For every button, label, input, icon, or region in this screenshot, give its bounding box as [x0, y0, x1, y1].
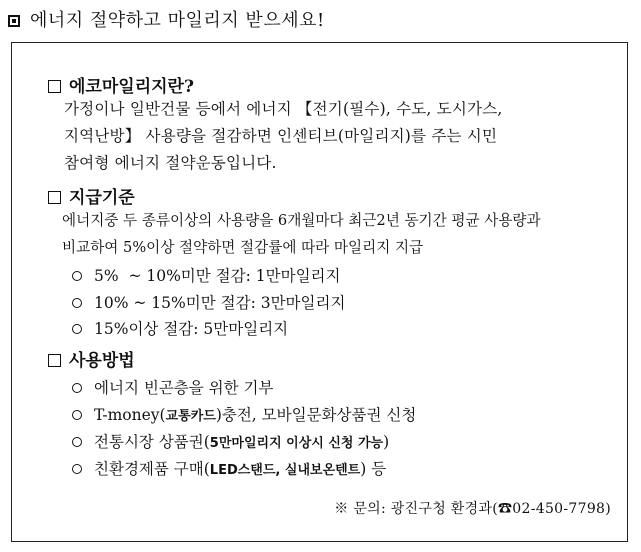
circle-bullet-icon [72, 324, 82, 334]
usage-item-text: )충전, 모바일문화상품권 신청 [215, 406, 417, 424]
usage-item-bold-text: 5만마일리지 이상시 신청 가능 [209, 436, 384, 451]
usage-item-donation [72, 376, 274, 398]
criteria-description [62, 207, 541, 261]
empty-checkbox-icon [48, 191, 61, 204]
section-heading-eco [48, 72, 194, 97]
section-heading-criteria [48, 183, 135, 208]
usage-item-text: 친환경제품 구매( [94, 460, 210, 478]
criteria-item-text: 10% ~ 15%미만 절감: 3만마일리지 [94, 294, 346, 312]
section-heading-criteria-text: 지급기준 [69, 188, 135, 208]
usage-item-market-voucher [72, 430, 389, 452]
eco-description [64, 96, 503, 177]
circle-bullet-icon [72, 410, 82, 420]
usage-item-eco-products [72, 457, 386, 479]
eco-line-2: 지역난방】 사용량을 절감하면 인센티브(마일리지)를 주는 시민 [64, 127, 498, 145]
filled-square-icon [8, 15, 20, 27]
usage-item-text: 에너지 빈곤층을 위한 기부 [94, 379, 274, 397]
notice-title [8, 6, 325, 32]
usage-item-text: ) [383, 433, 390, 451]
circle-bullet-icon [72, 464, 82, 474]
circle-bullet-icon [72, 437, 82, 447]
criteria-item-text: 15%이상 절감: 5만마일리지 [94, 320, 289, 338]
contact-info: ※ 문의: 광진구청 환경과(☎02-450-7798) [334, 501, 611, 517]
title-text: 에너지 절약하고 마일리지 받으세요! [30, 10, 325, 31]
usage-item-text: T-money( [94, 406, 166, 424]
section-heading-eco-text: 에코마일리지란? [69, 77, 194, 97]
empty-checkbox-icon [48, 354, 61, 367]
circle-bullet-icon [72, 383, 82, 393]
criteria-line-1: 에너지중 두 종류이상의 사용량을 6개월마다 최근2년 동기간 평균 사용량과 [62, 212, 541, 229]
criteria-item [72, 291, 345, 313]
criteria-item [72, 264, 341, 286]
usage-item-bold-text: LED스탠드, 실내보온텐트 [209, 463, 361, 478]
criteria-line-2: 비교하여 5%이상 절약하면 절감률에 따라 마일리지 지급 [62, 239, 424, 256]
usage-item-bold-text: 교통카드 [165, 409, 216, 424]
usage-item-text: ) 등 [360, 460, 387, 478]
empty-checkbox-icon [48, 80, 61, 93]
criteria-item [72, 317, 288, 339]
circle-bullet-icon [72, 271, 82, 281]
criteria-item-text: 5% ~ 10%미만 절감: 1만마일리지 [94, 267, 341, 285]
section-heading-usage [48, 346, 135, 371]
usage-item-text: 전통시장 상품권( [94, 433, 210, 451]
circle-bullet-icon [72, 298, 82, 308]
eco-line-1: 가정이나 일반건물 등에서 에너지 【전기(필수), 수도, 도시가스, [64, 100, 503, 118]
usage-item-tmoney [72, 403, 416, 425]
eco-line-3: 참여형 에너지 절약운동입니다. [64, 154, 277, 172]
section-heading-usage-text: 사용방법 [69, 351, 135, 371]
